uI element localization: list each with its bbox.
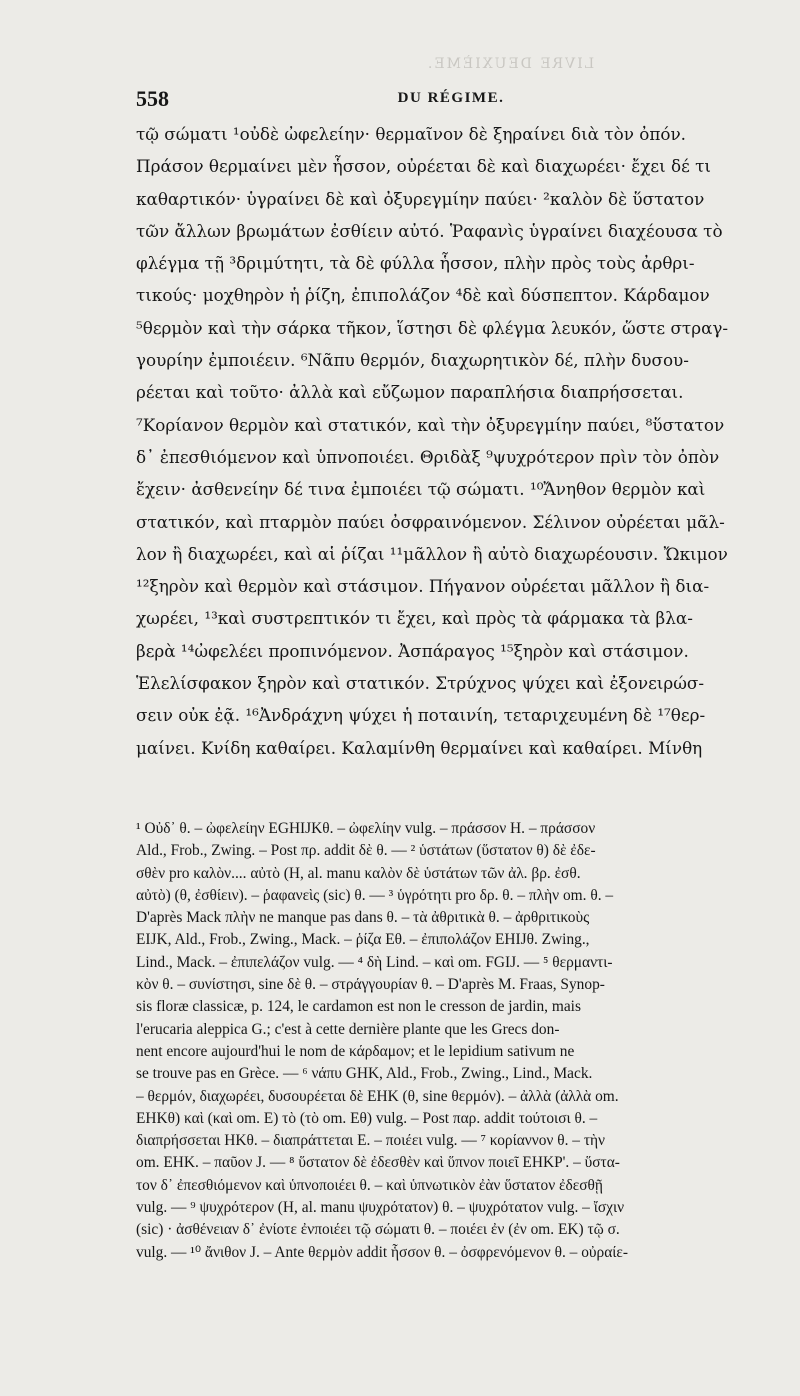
- text-line: δ᾽ ἐπεσθιόμενον καὶ ὑπνοποιέει. Θριδὰξ ⁹ψυχρότερον πρὶν τὸν ὀπὸν: [136, 446, 720, 467]
- page-header: [136, 86, 766, 114]
- footnote-line: ¹ Οὐδ᾽ θ. – ὠφελείην EGHIJKθ. – ὠφελίην vulg. – πράσσον H. – πράσσον: [136, 820, 596, 837]
- footnote-line: D'après Mack πλὴν ne manque pas dans θ. – τὰ ἀθριτικὰ θ. – ἀρθριτικοὺς: [136, 909, 590, 927]
- footnote-line: σθὲν pro καλὸν.... αὐτὸ (H, al. manu καλὸν δὲ ὑστάτων τῶν ἀλ. βρ. ἐσθ.: [136, 864, 581, 882]
- show-through-text: LIVRE DEUXIÈME.: [425, 56, 595, 72]
- footnotes: [136, 818, 766, 1264]
- footnote-line: Ald., Frob., Zwing. – Post πρ. addit δὲ θ. — ² ὑστάτων (ὕστατον θ) δὲ ἐδε-: [136, 842, 596, 860]
- footnote-line: nent encore aujourd'hui le nom de κάρδαμον; et le lepidium sativum ne: [136, 1042, 575, 1060]
- footnote-line: διαπρήσσεται HKθ. – διαπράττεται E. – ποιέει vulg. — ⁷ κορίαννον θ. – τὴν: [136, 1132, 606, 1150]
- text-line: ἔχειν· ἀσθενείην δέ τινα ἐμποιέει τῷ σώματι. ¹⁰Ἄνηθον θερμὸν καὶ: [136, 479, 706, 500]
- running-title: DU RÉGIME.: [397, 90, 505, 106]
- footnote-line: (sic) · ἀσθένειαν δ᾽ ἐνίοτε ἐνποιέει τῷ σώματι θ. – ποιέει ἐν (ἐν om. EK) τῷ σ.: [136, 1221, 620, 1239]
- footnote-line: κὸν θ. – συνίστησι, sine δὲ θ. – στράγγουρίαν θ. – D'après M. Fraas, Synop-: [136, 976, 605, 994]
- text-line: βερὰ ¹⁴ὠφελέει προπινόμενον. Ἀσπάραγος ¹⁵ξηρὸν καὶ στάσιμον.: [136, 640, 689, 661]
- text-line: χωρέει, ¹³καὶ συστρεπτικόν τι ἔχει, καὶ πρὸς τὰ φάρμακα τὰ βλα-: [136, 608, 693, 629]
- footnote-line: – θερμόν, διαχωρέει, δυσουρέεται δὲ EHK (θ, sine θερμόν). – ἀλλὰ (ἀλλὰ om.: [136, 1087, 619, 1105]
- text-line: ⁷Κορίανον θερμὸν καὶ στατικόν, καὶ τὴν ὀξυρεγμίην παύει, ⁸ὕστατον: [136, 414, 725, 435]
- footnote-line: l'erucaria aleppica G.; c'est à cette dernière plante que les Grecs don-: [136, 1020, 560, 1038]
- page-number: 558: [136, 86, 169, 111]
- footnote-line: EHKθ) καὶ (καὶ om. E) τὸ (τὸ om. Eθ) vulg. – Post παρ. addit τούτοισι θ. –: [136, 1109, 598, 1127]
- footnote-line: τον δ᾽ ἐπεσθιόμενον καὶ ὑπνοποιέει θ. – καὶ ὑπνωτικὸν ἐὰν ὕστατον ἐδεσθῇ: [136, 1176, 603, 1194]
- text-line: μαίνει. Κνίδη καθαίρει. Καλαμίνθη θερμαίνει καὶ καθαίρει. Μίνθη: [136, 737, 703, 758]
- text-line: καθαρτικόν· ὑγραίνει δὲ καὶ ὀξυρεγμίην παύει· ²καλὸν δὲ ὕστατον: [136, 188, 705, 209]
- text-line: ⁵θερμὸν καὶ τὴν σάρκα τῆκον, ἵστησι δὲ φλέγμα λευκόν, ὥστε στραγ-: [136, 317, 729, 338]
- main-text: [136, 118, 766, 764]
- footnote-line: vulg. — ¹⁰ ἄνιθον J. – Ante θερμὸν addit ἧσσον θ. – ὀσφρενόμενον θ. – οὐραίε-: [136, 1243, 628, 1261]
- text-line: ¹²ξηρὸν καὶ θερμὸν καὶ στάσιμον. Πήγανον οὐρέεται μᾶλλον ἢ δια-: [136, 576, 710, 597]
- text-line: σειν οὐκ ἐᾷ. ¹⁶Ἀνδράχνη ψύχει ἡ ποταινίη, τεταριχευμένη δὲ ¹⁷θερ-: [136, 705, 706, 726]
- text-line: φλέγμα τῇ ³δριμύτητι, τὰ δὲ φύλλα ἧσσον, πλὴν πρὸς τοὺς ἀρθρι-: [136, 253, 695, 274]
- footnote-line: Lind., Mack. – ἐπιπελάζον vulg. — ⁴ δὴ Lind. – καὶ om. FGIJ. — ⁵ θερμαντι-: [136, 953, 613, 971]
- text-line: Πράσον θερμαίνει μὲν ἧσσον, οὐρέεται δὲ καὶ διαχωρέει· ἔχει δέ τι: [136, 156, 712, 177]
- text-line: γουρίην ἐμποιέειν. ⁶Νᾶπυ θερμόν, διαχωρητικὸν δέ, πλὴν δυσου-: [136, 350, 689, 371]
- text-line: Ἑλελίσφακον ξηρὸν καὶ στατικόν. Στρύχνος ψύχει καὶ ἐξονειρώσ-: [136, 673, 705, 694]
- footnote-line: sis floræ classicæ, p. 124, le cardamon est non le cresson de jardin, mais: [136, 998, 581, 1016]
- text-line: στατικόν, καὶ πταρμὸν παύει ὀσφραινόμενον. Σέλινον οὐρέεται μᾶλ-: [136, 511, 725, 532]
- text-line: τικούς· μοχθηρὸν ἡ ῥίζη, ἐπιπολάζον ⁴δὲ καὶ δύσπεπτον. Κάρδαμον: [136, 285, 710, 306]
- text-line: ρέεται καὶ τοῦτο· ἀλλὰ καὶ εὔζωμον παραπλήσια διαπρήσσεται.: [136, 382, 684, 403]
- text-line: λον ἢ διαχωρέει, καὶ αἱ ῥίζαι ¹¹μᾶλλον ἢ αὐτὸ διαχωρέουσιν. Ὤκιμον: [136, 543, 728, 564]
- footnote-line: αὐτὸ) (θ, ἐσθίειν). – ῥαφανεὶς (sic) θ. — ³ ὑγρότητι pro δρ. θ. – πλὴν om. θ. –: [136, 886, 614, 904]
- footnote-line: se trouve pas en Grèce. — ⁶ νάπυ GHK, Ald., Frob., Zwing., Lind., Mack.: [136, 1065, 593, 1083]
- text-line: τῶν ἄλλων βρωμάτων ἐσθίειν αὐτό. Ῥαφανὶς ὑγραίνει διαχέουσα τὸ: [136, 220, 723, 241]
- text-line: τῷ σώματι ¹οὐδὲ ὠφελείην· θερμαῖνον δὲ ξηραίνει διὰ τὸν ὀπόν.: [136, 124, 687, 144]
- footnote-line: EIJK, Ald., Frob., Zwing., Mack. – ῥίζα Εθ. – ἐπιπολάζον EHIJθ. Zwing.,: [136, 931, 590, 949]
- footnote-line: om. EHK. – παῦον J. — ⁸ ὕστατον δὲ ἐδεσθὲν καὶ ὕπνον ποιεῖ EHKP'. – ὕστα-: [136, 1154, 620, 1172]
- footnote-line: vulg. — ⁹ ψυχρότερον (H, al. manu ψυχρότατον) θ. – ψυχρότατον vulg. – ἴσχιν: [136, 1199, 625, 1217]
